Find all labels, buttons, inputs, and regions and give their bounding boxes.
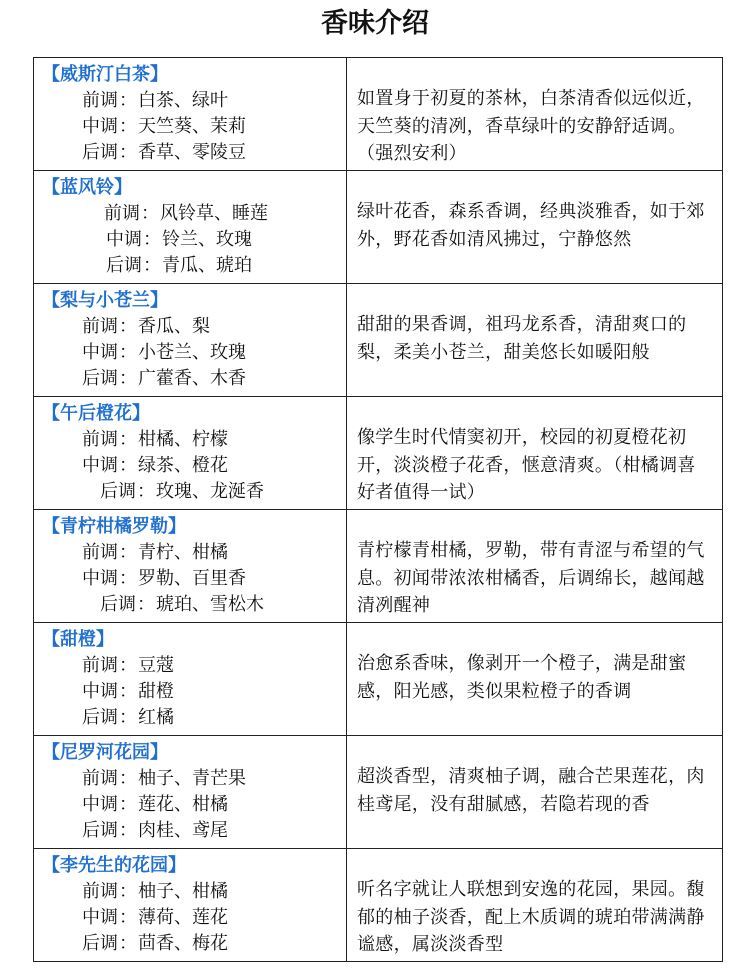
scent-name: 【甜橙】 xyxy=(42,629,114,650)
note-separator: ： xyxy=(119,342,137,363)
note-separator: ： xyxy=(119,820,137,841)
note-label: 后调 xyxy=(82,933,118,954)
scent-name: 【午后橙花】 xyxy=(42,403,150,424)
note-separator: ： xyxy=(119,655,137,676)
note-base-line xyxy=(34,366,346,392)
note-value: 薄荷、莲花 xyxy=(138,907,228,928)
note-value: 风铃草、睡莲 xyxy=(160,203,268,224)
note-middle-line xyxy=(34,566,346,592)
note-value: 琥珀、雪松木 xyxy=(156,594,264,615)
note-label: 后调 xyxy=(100,594,136,615)
note-label: 前调 xyxy=(82,90,118,111)
note-label: 前调 xyxy=(104,203,140,224)
note-middle-line xyxy=(34,453,346,479)
note-separator: ： xyxy=(143,229,161,250)
note-separator: ： xyxy=(119,768,137,789)
note-value: 甜橙 xyxy=(138,681,174,702)
note-label: 中调 xyxy=(106,229,142,250)
scent-description-cell xyxy=(347,623,723,736)
note-value: 铃兰、玫瑰 xyxy=(162,229,252,250)
scent-notes-cell xyxy=(34,58,347,171)
scent-notes-cell xyxy=(34,397,347,510)
note-value: 白茶、绿叶 xyxy=(138,90,228,111)
note-value: 柚子、青芒果 xyxy=(138,768,246,789)
note-middle-line xyxy=(34,227,346,253)
note-base-line xyxy=(34,140,346,166)
scent-description: 甜甜的果香调，祖玛龙系香，清甜爽口的梨，柔美小苍兰，甜美悠长如暖阳般 xyxy=(357,314,687,363)
scent-description-cell xyxy=(347,397,723,510)
note-label: 中调 xyxy=(82,342,118,363)
note-separator: ： xyxy=(119,542,137,563)
note-separator: ： xyxy=(119,116,137,137)
note-middle-line xyxy=(34,114,346,140)
note-base-line xyxy=(34,479,346,505)
scent-description-cell xyxy=(347,849,723,962)
note-label: 前调 xyxy=(82,768,118,789)
note-value: 香草、零陵豆 xyxy=(138,142,246,163)
scent-notes-cell xyxy=(34,623,347,736)
note-separator: ： xyxy=(119,681,137,702)
note-label: 后调 xyxy=(100,481,136,502)
note-value: 小苍兰、玫瑰 xyxy=(138,342,246,363)
scent-row xyxy=(34,397,723,510)
scent-table xyxy=(33,57,723,962)
scent-description-cell xyxy=(347,736,723,849)
note-base-line xyxy=(34,931,346,957)
note-label: 中调 xyxy=(82,907,118,928)
note-separator: ： xyxy=(119,368,137,389)
note-separator: ： xyxy=(143,255,161,276)
note-value: 茴香、梅花 xyxy=(138,933,228,954)
scent-row xyxy=(34,736,723,849)
scent-notes-cell xyxy=(34,171,347,284)
scent-description-cell xyxy=(347,171,723,284)
scent-description: 听名字就让人联想到安逸的花园，果园。馥郁的柚子淡香，配上木质调的琥珀带满满静谧感，属淡淡香型 xyxy=(357,879,705,955)
note-top-line xyxy=(34,653,346,679)
scent-description: 治愈系香味，像剥开一个橙子，满是甜蜜感，阳光感，类似果粒橙子的香调 xyxy=(357,653,687,702)
note-separator: ： xyxy=(119,933,137,954)
note-separator: ： xyxy=(141,203,159,224)
scent-row xyxy=(34,510,723,623)
note-top-line xyxy=(34,201,346,227)
note-label: 中调 xyxy=(82,794,118,815)
scent-notes-cell xyxy=(34,284,347,397)
note-separator: ： xyxy=(137,594,155,615)
note-top-line xyxy=(34,314,346,340)
scent-description: 超淡香型，清爽柚子调，融合芒果莲花，肉桂鸢尾，没有甜腻感，若隐若现的香 xyxy=(357,766,705,815)
note-value: 莲花、柑橘 xyxy=(138,794,228,815)
note-label: 后调 xyxy=(82,707,118,728)
note-value: 红橘 xyxy=(138,707,174,728)
page-title: 香味介绍 xyxy=(321,8,429,39)
note-separator: ： xyxy=(119,907,137,928)
scent-notes-cell xyxy=(34,736,347,849)
note-separator: ： xyxy=(119,881,137,902)
note-label: 中调 xyxy=(82,681,118,702)
note-top-line xyxy=(34,427,346,453)
scent-description: 青柠檬青柑橘，罗勒，带有青涩与希望的气息。初闻带浓浓柑橘香，后调绵长，越闻越清冽醒神 xyxy=(357,540,705,616)
scent-name: 【李先生的花园】 xyxy=(42,855,186,876)
scent-name: 【青柠柑橘罗勒】 xyxy=(42,516,186,537)
note-base-line xyxy=(34,705,346,731)
note-label: 中调 xyxy=(82,455,118,476)
note-label: 后调 xyxy=(106,255,142,276)
note-top-line xyxy=(34,540,346,566)
note-middle-line xyxy=(34,340,346,366)
note-value: 罗勒、百里香 xyxy=(138,568,246,589)
note-value: 广藿香、木香 xyxy=(138,368,246,389)
note-label: 前调 xyxy=(82,655,118,676)
note-base-line xyxy=(34,592,346,618)
note-separator: ： xyxy=(137,481,155,502)
note-base-line xyxy=(34,818,346,844)
note-label: 后调 xyxy=(82,820,118,841)
note-middle-line xyxy=(34,905,346,931)
note-base-line xyxy=(34,253,346,279)
note-middle-line xyxy=(34,679,346,705)
note-label: 后调 xyxy=(82,142,118,163)
note-top-line xyxy=(34,766,346,792)
note-value: 天竺葵、茉莉 xyxy=(138,116,246,137)
note-label: 前调 xyxy=(82,881,118,902)
scent-row xyxy=(34,171,723,284)
scent-description-cell xyxy=(347,510,723,623)
note-separator: ： xyxy=(119,142,137,163)
note-value: 香瓜、梨 xyxy=(138,316,210,337)
note-middle-line xyxy=(34,792,346,818)
note-separator: ： xyxy=(119,455,137,476)
scent-row xyxy=(34,284,723,397)
scent-description: 绿叶花香，森系香调，经典淡雅香，如于郊外，野花香如清风拂过，宁静悠然 xyxy=(357,201,705,250)
note-value: 青瓜、琥珀 xyxy=(162,255,252,276)
note-separator: ： xyxy=(119,429,137,450)
scent-description-cell xyxy=(347,58,723,171)
note-label: 前调 xyxy=(82,542,118,563)
note-value: 肉桂、鸢尾 xyxy=(138,820,228,841)
scent-description: 如置身于初夏的茶林，白茶清香似远似近，天竺葵的清冽，香草绿叶的安静舒适调。（强烈安利） xyxy=(357,88,705,164)
scent-row xyxy=(34,623,723,736)
scent-notes-cell xyxy=(34,849,347,962)
scent-row xyxy=(34,849,723,962)
note-value: 玫瑰、龙涎香 xyxy=(156,481,264,502)
note-value: 柑橘、柠檬 xyxy=(138,429,228,450)
note-separator: ： xyxy=(119,707,137,728)
note-value: 青柠、柑橘 xyxy=(138,542,228,563)
note-label: 前调 xyxy=(82,316,118,337)
scent-name: 【威斯汀白茶】 xyxy=(42,64,168,85)
scent-notes-cell xyxy=(34,510,347,623)
note-top-line xyxy=(34,879,346,905)
note-separator: ： xyxy=(119,794,137,815)
note-separator: ： xyxy=(119,90,137,111)
scent-name: 【梨与小苍兰】 xyxy=(42,290,168,311)
note-top-line xyxy=(34,88,346,114)
note-label: 后调 xyxy=(82,368,118,389)
note-label: 中调 xyxy=(82,116,118,137)
scent-name: 【蓝风铃】 xyxy=(42,177,132,198)
scent-row xyxy=(34,58,723,171)
note-label: 中调 xyxy=(82,568,118,589)
scent-name: 【尼罗河花园】 xyxy=(42,742,168,763)
scent-description-cell xyxy=(347,284,723,397)
note-value: 豆蔻 xyxy=(138,655,174,676)
scent-description: 像学生时代情窦初开，校园的初夏橙花初开，淡淡橙子花香，惬意清爽。（柑橘调喜好者值得一试） xyxy=(357,427,696,503)
note-label: 前调 xyxy=(82,429,118,450)
note-separator: ： xyxy=(119,568,137,589)
note-value: 柚子、柑橘 xyxy=(138,881,228,902)
note-value: 绿茶、橙花 xyxy=(138,455,228,476)
note-separator: ： xyxy=(119,316,137,337)
